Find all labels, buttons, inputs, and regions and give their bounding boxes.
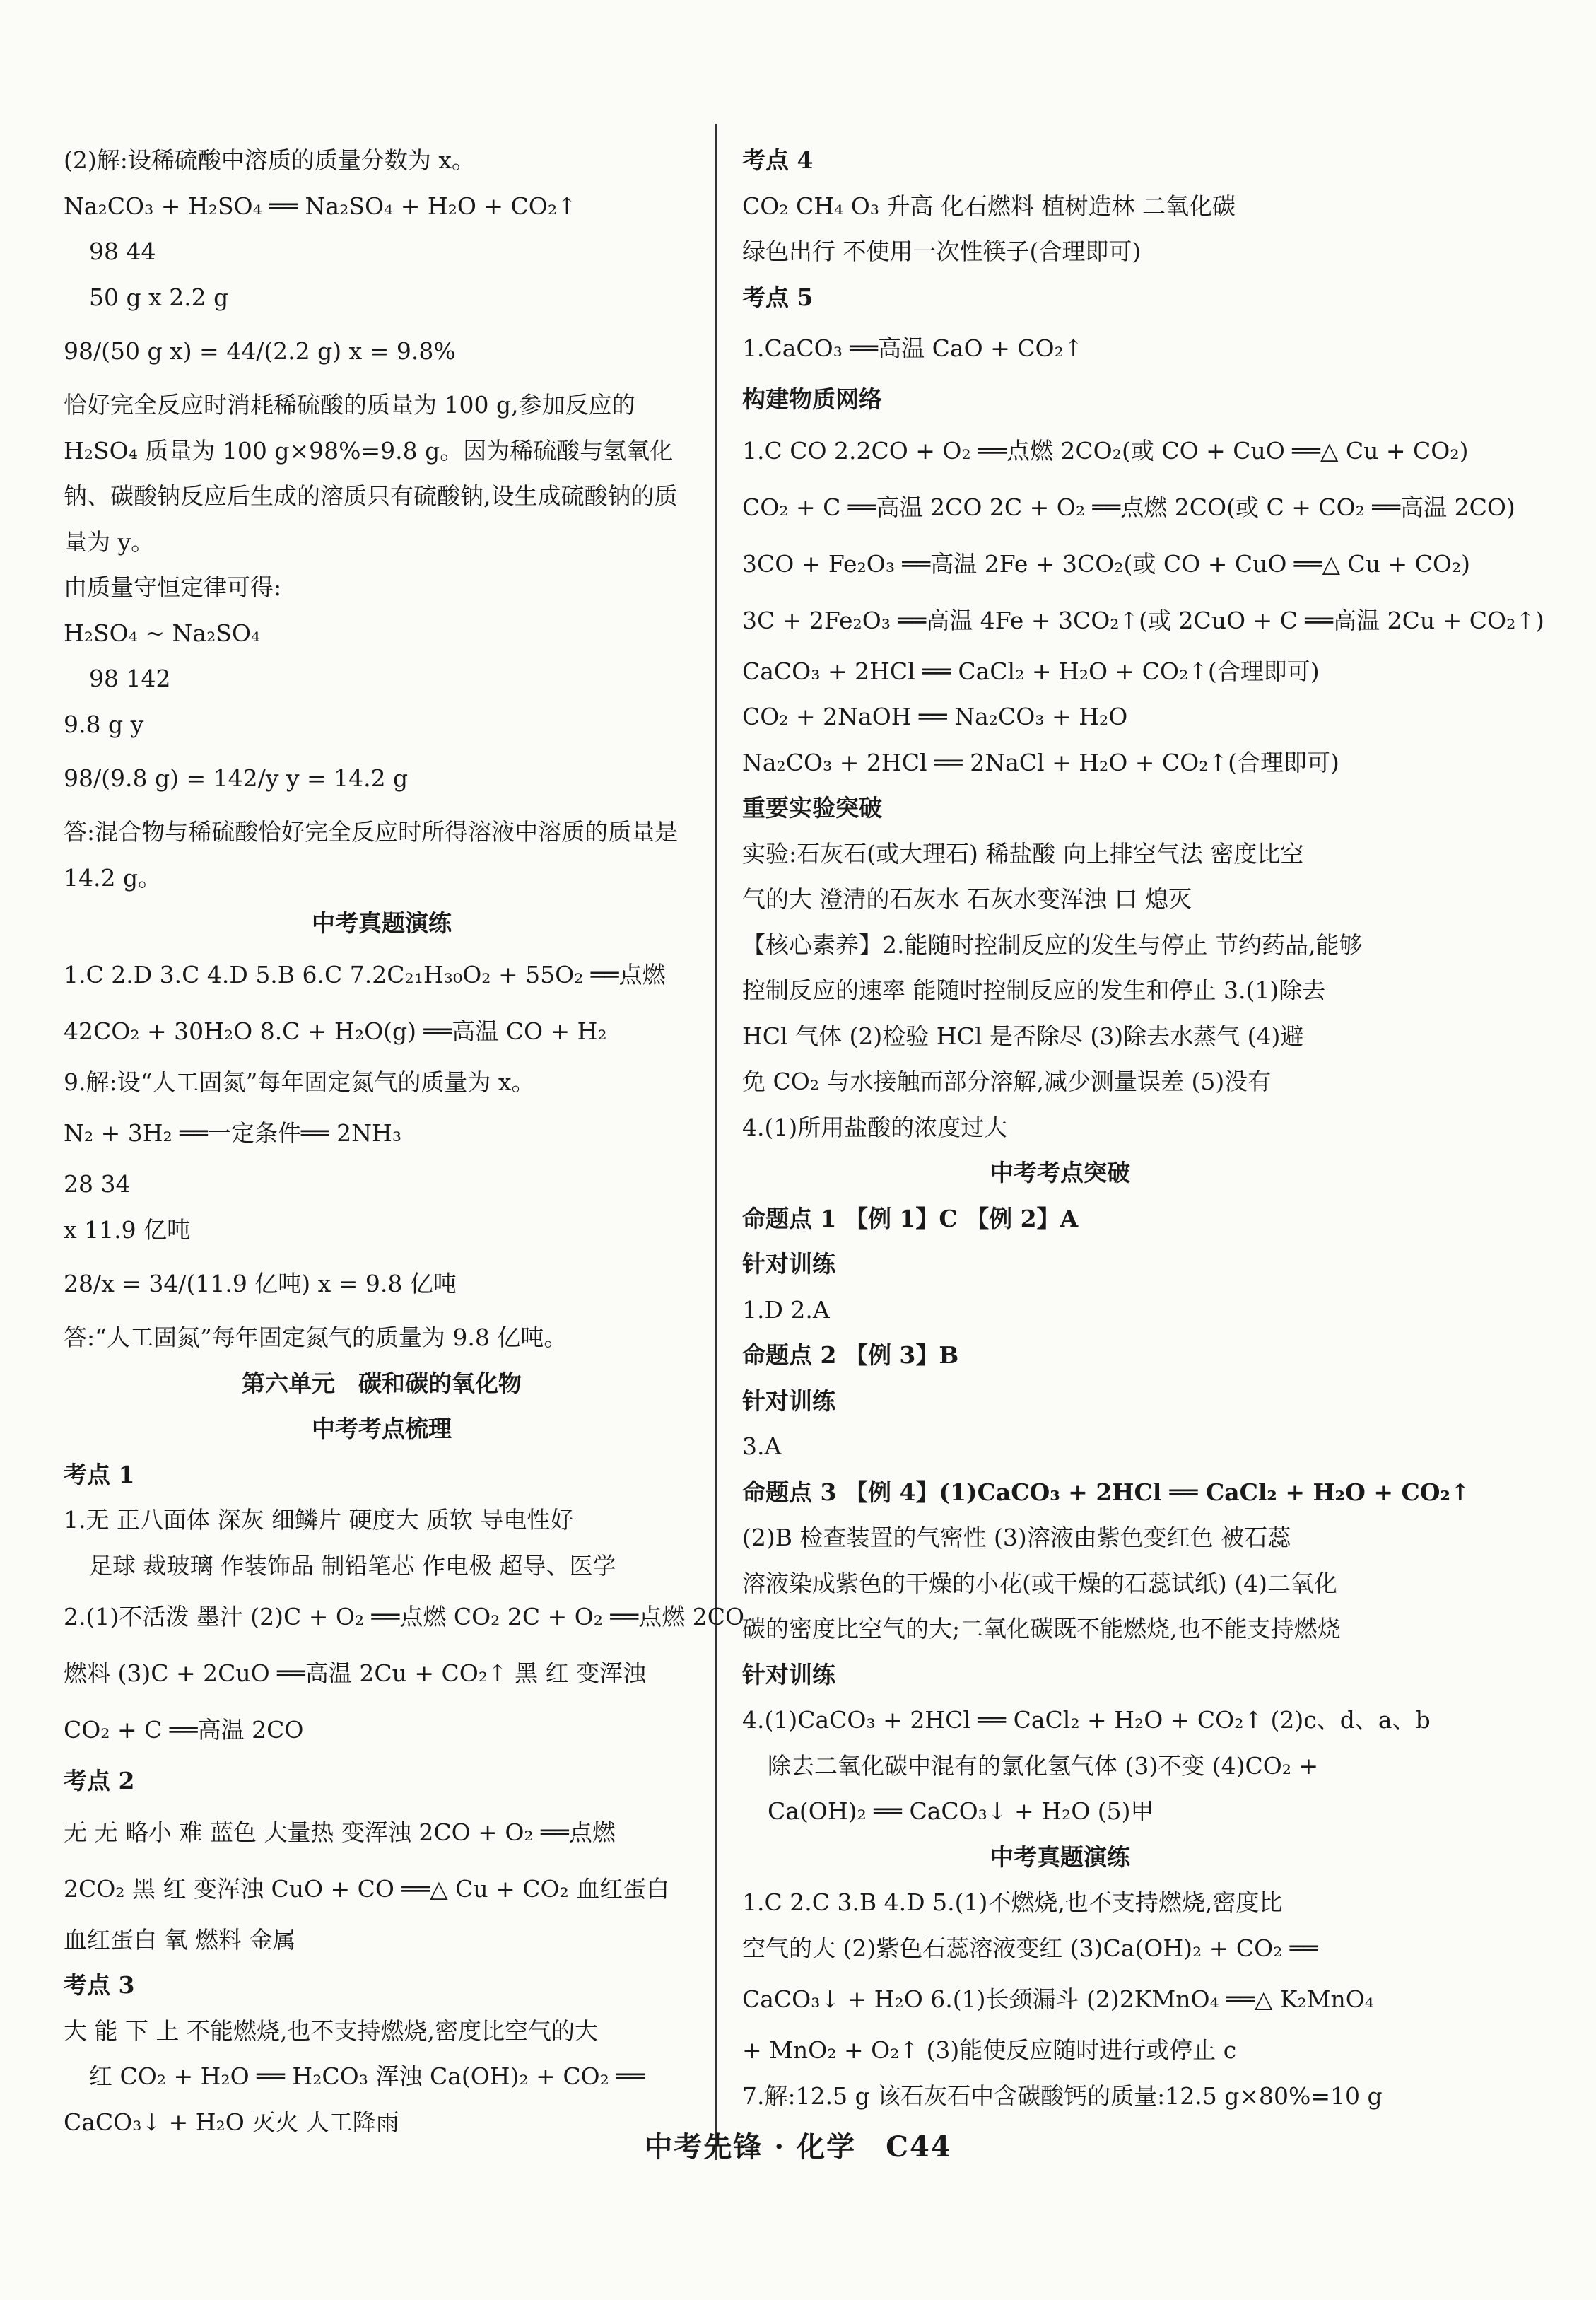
section-heading: 中考真题演练 bbox=[312, 909, 452, 937]
equation-line: 50 g x 2.2 g bbox=[89, 283, 229, 311]
subsection-heading: 考点 3 bbox=[64, 1971, 135, 1999]
equation-line: 98 142 bbox=[89, 665, 171, 692]
answer-line: 1.C 2.C 3.B 4.D 5.(1)不燃烧,也不支持燃烧,密度比 bbox=[742, 1889, 1283, 1916]
answer-line: CO₂ + C ══高温 2CO bbox=[64, 1716, 304, 1744]
answer-line: CaCO₃↓ + H₂O 6.(1)长颈漏斗 (2)2KMnO₄ ══△ K₂MnO₄ bbox=[742, 1985, 1375, 2013]
answer-line: CO₂ CH₄ O₃ 升高 化石燃料 植树造林 二氧化碳 bbox=[742, 192, 1236, 220]
section-heading: 中考考点突破 bbox=[990, 1159, 1130, 1186]
text-line: H₂SO₄ 质量为 100 g×98%=9.8 g。因为稀硫酸与氢氧化 bbox=[64, 436, 674, 465]
subsection-heading: 重要实验突破 bbox=[742, 794, 882, 822]
answer-line: 无 无 略小 难 蓝色 大量热 变浑浊 2CO + O₂ ══点燃 bbox=[64, 1818, 616, 1846]
answer-line: 4.(1)CaCO₃ + 2HCl ══ CaCl₂ + H₂O + CO₂↑ (2)c、d、a、b bbox=[742, 1706, 1431, 1734]
equation-line: 1.C CO 2.2CO + O₂ ══点燃 2CO₂(或 CO + CuO ══△ Cu + CO₂) bbox=[742, 436, 1469, 465]
answer-line: + MnO₂ + O₂↑ (3)能使反应随时进行或停止 c bbox=[742, 2036, 1237, 2064]
equation-line: N₂ + 3H₂ ══一定条件══ 2NH₃ bbox=[64, 1119, 402, 1147]
subsection-heading: 考点 5 bbox=[742, 283, 814, 311]
answer-line: 除去二氧化碳中混有的氯化氢气体 (3)不变 (4)CO₂ + bbox=[768, 1751, 1319, 1780]
answer-line: 碳的密度比空气的大;二氧化碳既不能燃烧,也不能支持燃烧 bbox=[742, 1615, 1341, 1642]
answer-line: 实验:石灰石(或大理石) 稀盐酸 向上排空气法 密度比空 bbox=[742, 839, 1304, 868]
subsection-heading: 构建物质网络 bbox=[742, 385, 882, 413]
answer-line: 4.(1)所用盐酸的浓度过大 bbox=[742, 1113, 1008, 1141]
subsection-heading: 命题点 3 【例 4】(1)CaCO₃ + 2HCl ══ CaCl₂ + H₂O + CO₂↑ bbox=[742, 1478, 1470, 1506]
equation-line: x 11.9 亿吨 bbox=[64, 1215, 191, 1244]
equation-line: CO₂ + 2NaOH ══ Na₂CO₃ + H₂O bbox=[742, 703, 1128, 730]
text-line: 答:“人工固氮”每年固定氮气的质量为 9.8 亿吨。 bbox=[64, 1324, 568, 1351]
answer-line: 绿色出行 不使用一次性筷子(合理即可) bbox=[742, 238, 1142, 265]
answer-line: (2)B 检查装置的气密性 (3)溶液由紫色变红色 被石蕊 bbox=[742, 1524, 1291, 1551]
subsection-heading: 考点 2 bbox=[64, 1767, 135, 1794]
answer-line: 【核心素养】2.能随时控制反应的发生与停止 节约药品,能够 bbox=[742, 930, 1363, 959]
text-line: 量为 y。 bbox=[64, 527, 155, 556]
answer-line: Ca(OH)₂ ══ CaCO₃↓ + H₂O (5)甲 bbox=[768, 1797, 1154, 1825]
answer-line: 燃料 (3)C + 2CuO ══高温 2Cu + CO₂↑ 黑 红 变浑浊 bbox=[64, 1659, 647, 1687]
answer-line: 血红蛋白 氧 燃料 金属 bbox=[64, 1925, 296, 1954]
text-line: 由质量守恒定律可得: bbox=[64, 573, 282, 601]
column-divider bbox=[715, 124, 717, 2160]
text-line: (2)解:设稀硫酸中溶质的质量分数为 x。 bbox=[64, 146, 475, 174]
answer-line: CaCO₃↓ + H₂O 灭火 人工降雨 bbox=[64, 2108, 399, 2136]
equation-line: CO₂ + C ══高温 2CO 2C + O₂ ══点燃 2CO(或 C + CO₂ ══高温 2CO) bbox=[742, 493, 1515, 521]
text-line: 答:混合物与稀硫酸恰好完全反应时所得溶液中溶质的质量是 bbox=[64, 818, 679, 846]
fraction-line: 28/x = 34/(11.9 亿吨) x = 9.8 亿吨 bbox=[64, 1270, 457, 1297]
answer-line: 空气的大 (2)紫色石蕊溶液变红 (3)Ca(OH)₂ + CO₂ ══ bbox=[742, 1934, 1318, 1962]
subsection-heading: 考点 1 bbox=[64, 1460, 135, 1488]
answer-line: 3.A bbox=[742, 1432, 782, 1460]
subsection-heading: 针对训练 bbox=[742, 1250, 835, 1278]
equation-line: 1.CaCO₃ ══高温 CaO + CO₂↑ bbox=[742, 334, 1084, 362]
equation-line: 98 44 bbox=[89, 238, 156, 265]
subsection-heading: 命题点 1 【例 1】C 【例 2】A bbox=[742, 1204, 1079, 1232]
equation-line: 9.8 g y bbox=[64, 710, 144, 738]
subsection-heading: 命题点 2 【例 3】B bbox=[742, 1341, 959, 1369]
text-line: 9.解:设“人工固氮”每年固定氮气的质量为 x。 bbox=[64, 1068, 535, 1096]
page-footer: 中考先锋 · 化学 C44 bbox=[644, 2130, 952, 2164]
fraction-line: 98/(9.8 g) = 142/y y = 14.2 g bbox=[64, 764, 409, 792]
answer-line: 气的大 澄清的石灰水 石灰水变浑浊 口 熄灭 bbox=[742, 885, 1192, 913]
fraction-line: 98/(50 g x) = 44/(2.2 g) x = 9.8% bbox=[64, 337, 456, 365]
equation-line: CaCO₃ + 2HCl ══ CaCl₂ + H₂O + CO₂↑(合理即可) bbox=[742, 657, 1320, 685]
answer-line: 免 CO₂ 与水接触而部分溶解,减少测量误差 (5)没有 bbox=[742, 1068, 1272, 1095]
text-line: 14.2 g。 bbox=[64, 863, 162, 892]
answer-line: 溶液染成紫色的干燥的小花(或干燥的石蕊试纸) (4)二氧化 bbox=[742, 1569, 1337, 1597]
answer-line: 42CO₂ + 30H₂O 8.C + H₂O(g) ══高温 CO + H₂ bbox=[64, 1017, 607, 1045]
answer-line: HCl 气体 (2)检验 HCl 是否除尽 (3)除去水蒸气 (4)避 bbox=[742, 1022, 1304, 1050]
answer-line: 控制反应的速率 能随时控制反应的发生和停止 3.(1)除去 bbox=[742, 976, 1326, 1004]
equation-line: Na₂CO₃ + 2HCl ══ 2NaCl + H₂O + CO₂↑(合理即可) bbox=[742, 748, 1339, 776]
unit-heading: 第六单元 碳和碳的氧化物 bbox=[242, 1369, 522, 1397]
answer-line: 1.无 正八面体 深灰 细鳞片 硬度大 质软 导电性好 bbox=[64, 1506, 574, 1534]
subsection-heading: 针对训练 bbox=[742, 1660, 835, 1688]
answer-line: 红 CO₂ + H₂O ══ H₂CO₃ 浑浊 Ca(OH)₂ + CO₂ ══ bbox=[89, 2062, 645, 2090]
equation-line: 3C + 2Fe₂O₃ ══高温 4Fe + 3CO₂↑(或 2CuO + C ══高温 2Cu + CO₂↑) bbox=[742, 606, 1544, 634]
equation-line: Na₂CO₃ + H₂SO₄ ══ Na₂SO₄ + H₂O + CO₂↑ bbox=[64, 192, 577, 220]
text-line: 钠、碳酸钠反应后生成的溶质只有硫酸钠,设生成硫酸钠的质 bbox=[64, 482, 678, 510]
answer-line: 1.D 2.A bbox=[742, 1295, 830, 1324]
answer-line: 7.解:12.5 g 该石灰石中含碳酸钙的质量:12.5 g×80%=10 g bbox=[742, 2082, 1383, 2110]
left-column bbox=[64, 138, 745, 2145]
answer-line: 1.C 2.D 3.C 4.D 5.B 6.C 7.2C₂₁H₃₀O₂ + 55O₂ ══点燃 bbox=[64, 960, 666, 988]
right-column bbox=[742, 138, 1544, 2119]
text-line: 恰好完全反应时消耗稀硫酸的质量为 100 g,参加反应的 bbox=[64, 391, 635, 419]
equation-line: 3CO + Fe₂O₃ ══高温 2Fe + 3CO₂(或 CO + CuO ══△ Cu + CO₂) bbox=[742, 549, 1471, 578]
answer-line: 2.(1)不活泼 墨汁 (2)C + O₂ ══点燃 CO₂ 2C + O₂ ══点燃 2CO bbox=[64, 1603, 745, 1630]
subsection-heading: 针对训练 bbox=[742, 1387, 835, 1415]
answer-line: 大 能 下 上 不能燃烧,也不支持燃烧,密度比空气的大 bbox=[64, 2016, 598, 2045]
section-heading: 中考考点梳理 bbox=[312, 1415, 452, 1442]
equation-line: H₂SO₄ ~ Na₂SO₄ bbox=[64, 619, 261, 647]
answer-line: 足球 裁玻璃 作装饰品 制铅笔芯 作电极 超导、医学 bbox=[89, 1551, 616, 1580]
equation-line: 28 34 bbox=[64, 1170, 131, 1198]
section-heading: 中考真题演练 bbox=[990, 1843, 1130, 1871]
subsection-heading: 考点 4 bbox=[742, 146, 814, 174]
answer-line: 2CO₂ 黑 红 变浑浊 CuO + CO ══△ Cu + CO₂ 血红蛋白 bbox=[64, 1874, 670, 1903]
